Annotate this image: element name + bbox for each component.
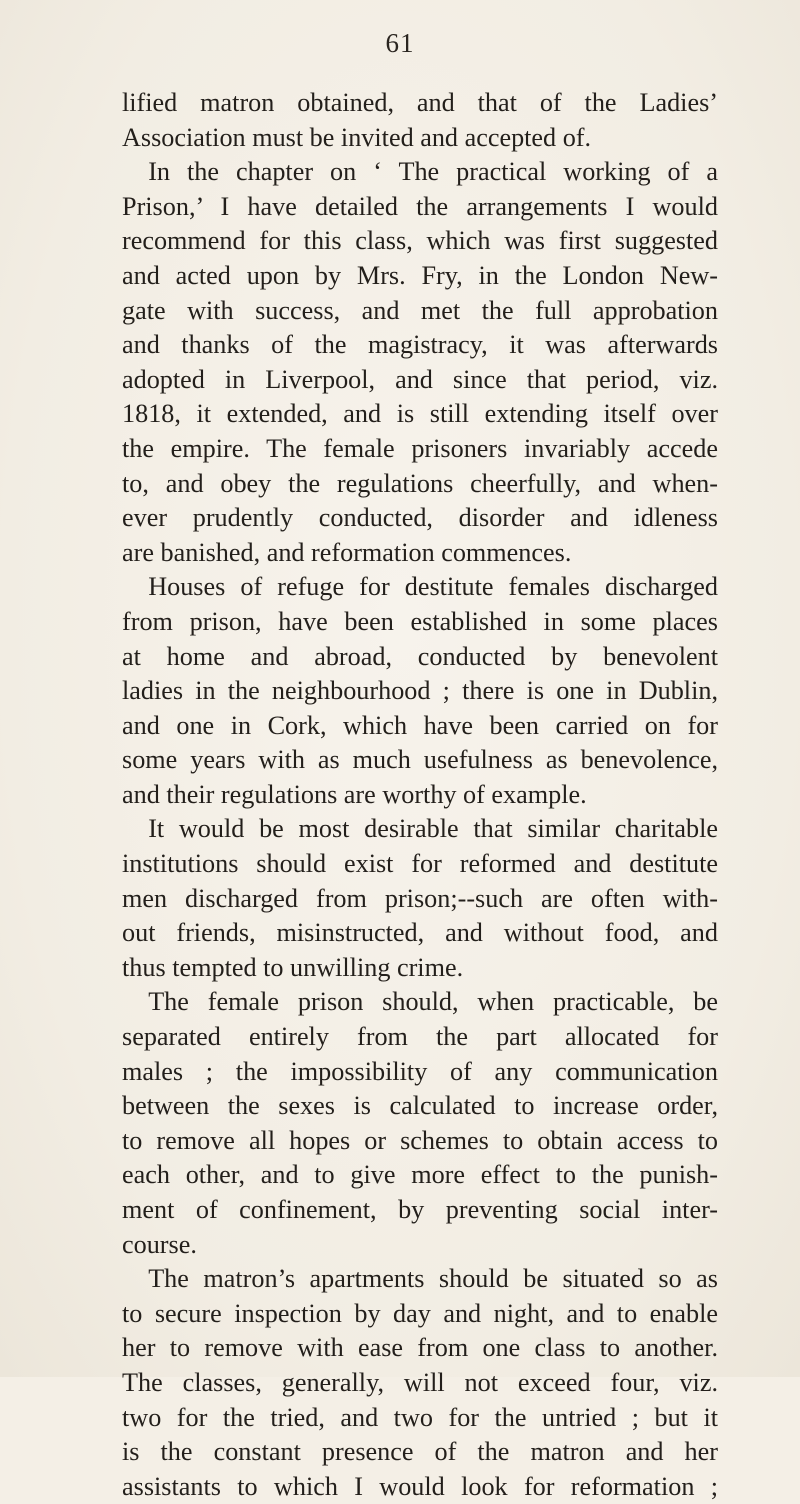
page-number: 61 [385, 28, 415, 58]
text-line: separated entirely from the part allocated for [122, 1022, 718, 1052]
text-line: The female prison should, when practicable, be [122, 987, 718, 1017]
text-line: each other, and to give more effect to the punish- [122, 1160, 718, 1190]
body-text [122, 86, 718, 1504]
text-line: ment of confinement, by preventing social inter- [122, 1195, 718, 1224]
text-line: Houses of refuge for destitute females discharged [122, 572, 718, 602]
text-line: ever prudently conducted, disorder and idleness [122, 503, 718, 533]
text-line: lified matron obtained, and that of the Ladies’ [122, 88, 718, 117]
text-line: In the chapter on ‘ The practical working of a [122, 157, 718, 187]
text-line: to, and obey the regulations cheerfully, and when- [122, 468, 718, 498]
text-line: males ; the impossibility of any communication [122, 1056, 718, 1086]
text-line: assistants to which I would look for reformation ; [122, 1471, 718, 1501]
text-line: adopted in Liverpool, and since that period, viz. [122, 364, 718, 394]
text-line: 1818, it extended, and is still extending itself over [122, 399, 718, 429]
text-line: and acted upon by Mrs. Fry, in the London New- [122, 260, 718, 290]
text-line: men discharged from prison;--such are often with- [122, 883, 718, 913]
text-line: It would be most desirable that similar charitable [122, 814, 718, 844]
text-line: her to remove with ease from one class to another. [122, 1333, 718, 1363]
text-line: out friends, misinstructed, and without food, and [122, 918, 718, 948]
text-line: from prison, have been established in some places [122, 606, 718, 636]
text-line: course. [122, 1229, 197, 1259]
text-line: Association must be invited and accepted of. [122, 122, 592, 152]
text-line: at home and abroad, conducted by benevolent [122, 641, 718, 671]
text-line: the empire. The female prisoners invariably accede [122, 433, 718, 463]
text-line: recommend for this class, which was first suggested [122, 226, 718, 256]
text-line: and their regulations are worthy of example. [122, 779, 587, 809]
text-line: some years with as much usefulness as benevolence, [122, 745, 718, 775]
text-line: The classes, generally, will not exceed four, viz. [122, 1367, 718, 1397]
text-line: are banished, and reformation commences. [122, 537, 572, 567]
text-line: between the sexes is calculated to increase order, [122, 1091, 718, 1121]
text-line: The matron’s apartments should be situated so as [122, 1264, 718, 1294]
text-line: to remove all hopes or schemes to obtain access to [122, 1125, 718, 1155]
text-line: and thanks of the magistracy, it was afterwards [122, 330, 718, 360]
text-line: two for the tried, and two for the untried ; but it [122, 1402, 718, 1432]
text-line: thus tempted to unwilling crime. [122, 952, 464, 982]
text-line: ladies in the neighbourhood ; there is one in Dublin, [122, 676, 718, 706]
text-line: gate with success, and met the full approbation [122, 295, 718, 325]
text-line: to secure inspection by day and night, and to enable [122, 1298, 718, 1328]
text-line: is the constant presence of the matron and her [122, 1437, 718, 1467]
text-line: and one in Cork, which have been carried on for [122, 710, 718, 740]
text-line: institutions should exist for reformed and destitute [122, 849, 718, 879]
text-line: Prison,’ I have detailed the arrangements I would [122, 191, 718, 221]
